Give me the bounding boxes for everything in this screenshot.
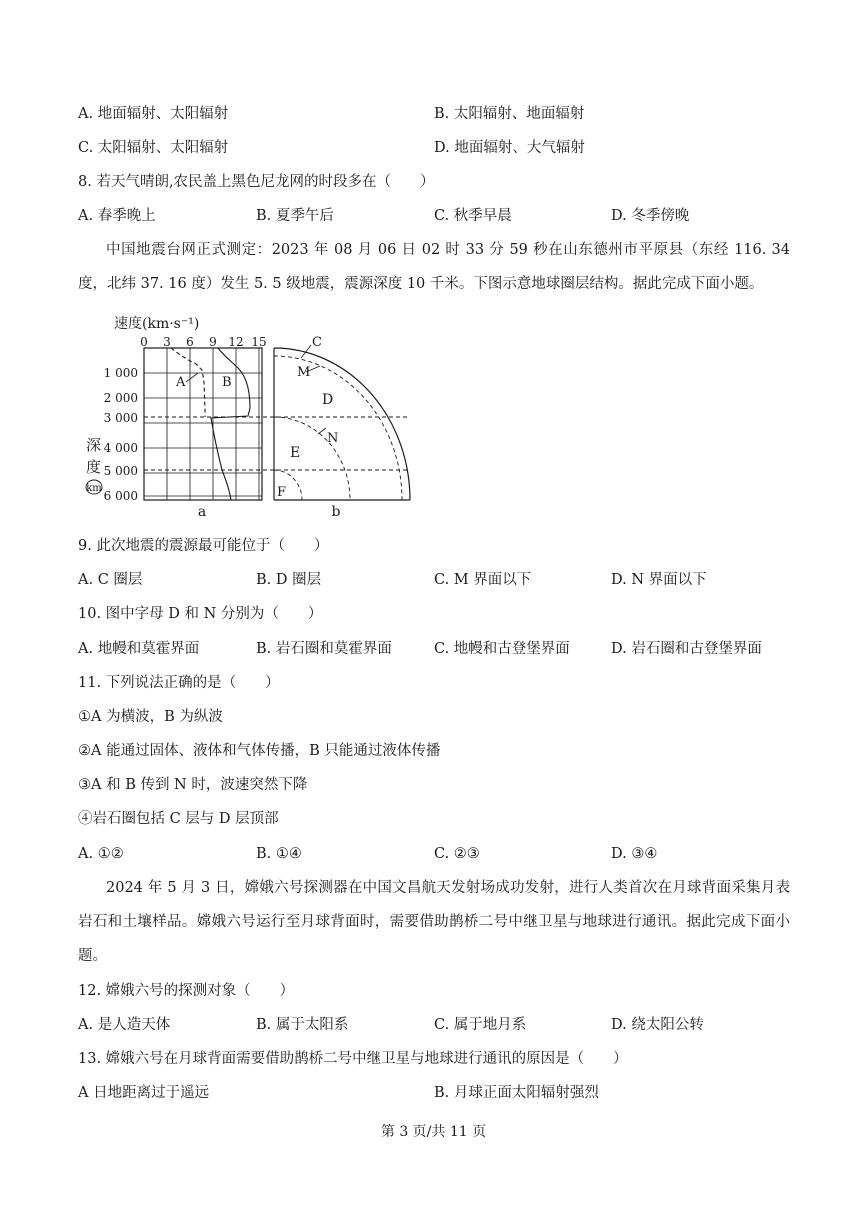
q11-stem: 11. 下列说法正确的是（ ）: [78, 675, 280, 691]
q9-option-b: B. D 圈层: [256, 572, 322, 588]
page-footer: 第 3 页/共 11 页: [380, 1124, 487, 1140]
q8-option-c: C. 秋季早晨: [434, 208, 512, 224]
q10-option-b: B. 岩石圈和莫霍界面: [256, 641, 392, 657]
speed-tick: 3: [163, 335, 171, 349]
grid-panel-a: [144, 348, 410, 500]
curve-a-label: A: [176, 375, 186, 390]
q8-option-a: A. 春季晚上: [78, 208, 156, 224]
q12-option-d: D. 绕太阳公转: [611, 1017, 704, 1033]
q12-option-b: B. 属于太阳系: [256, 1017, 349, 1033]
speed-tick: 15: [251, 335, 267, 349]
depth-tick: 2 000: [103, 391, 138, 405]
q11-statement-3: ③A 和 B 传到 N 时，波速突然下降: [78, 777, 308, 793]
q8-stem: 8. 若天气晴朗,农民盖上黑色尼龙网的时段多在（ ）: [78, 174, 435, 190]
q12-stem: 12. 嫦娥六号的探测对象（ ）: [78, 983, 295, 999]
q11-statement-1: ①A 为横波，B 为纵波: [78, 709, 223, 725]
q8-option-d: D. 冬季傍晚: [611, 208, 690, 224]
passage-earthquake: 中国地震台网正式测定：2023 年 08 月 06 日 02 时 33 分 59 秒在山东德州市平原县（东经 116. 34 度，北纬 37. 16 度）发生 5. 5 级地震，震源深度 10 千米。下图示意地球圈层结构。据此完成下面小题。: [78, 242, 790, 292]
layer-m-label: M: [297, 365, 311, 380]
q7-option-b: B. 太阳辐射、地面辐射: [434, 106, 585, 122]
q10-option-a: A. 地幔和莫霍界面: [78, 641, 200, 657]
depth-label-char-2: 度: [86, 458, 102, 476]
q13-option-b: B. 月球正面太阳辐射强烈: [434, 1085, 599, 1101]
q7-option-a: A. 地面辐射、太阳辐射: [78, 106, 229, 122]
q12-option-a: A. 是人造天体: [78, 1017, 171, 1033]
speed-axis-title: 速度(km·s⁻¹): [114, 316, 200, 332]
caption-b: b: [331, 504, 341, 520]
curve-a-leader: [186, 373, 198, 382]
speed-tick: 0: [140, 335, 148, 349]
q7-option-c: C. 太阳辐射、太阳辐射: [78, 140, 229, 156]
depth-tick-labels: [104, 366, 138, 503]
depth-tick: 3 000: [103, 411, 138, 425]
q8-option-b: B. 夏季午后: [256, 208, 334, 224]
layer-n-label: N: [327, 431, 339, 446]
earth-layers-figure: [80, 310, 420, 522]
q12-option-c: C. 属于地月系: [434, 1017, 527, 1033]
q10-stem: 10. 图中字母 D 和 N 分别为（ ）: [78, 606, 323, 622]
layer-e-label: E: [290, 445, 301, 461]
earth-section-panel-b: [274, 345, 410, 500]
speed-tick: 12: [228, 335, 244, 349]
q9-option-a: A. C 圈层: [78, 572, 143, 588]
layer-c-label: C: [312, 335, 322, 350]
depth-unit-label: km: [86, 483, 102, 494]
q11-option-a: A. ①②: [78, 846, 124, 862]
layer-f-label: F: [277, 485, 287, 500]
q11-statement-2: ②A 能通过固体、液体和气体传播，B 只能通过液体传播: [78, 743, 441, 759]
speed-tick-labels: [140, 335, 266, 349]
q10-option-c: C. 地幔和古登堡界面: [434, 641, 570, 657]
q11-option-b: B. ①④: [256, 846, 302, 862]
q11-option-c: C. ②③: [434, 846, 480, 862]
q7-option-d: D. 地面辐射、大气辐射: [434, 140, 585, 156]
q9-option-d: D. N 界面以下: [611, 572, 707, 588]
q11-statement-4: ④岩石圈包括 C 层与 D 层顶部: [78, 811, 279, 827]
q13-option-a: A 日地距离过于遥远: [78, 1085, 210, 1101]
wave-curve-b: [211, 348, 250, 500]
depth-tick: 5 000: [103, 464, 138, 478]
layer-d-label: D: [322, 392, 334, 408]
passage-change6: 2024 年 5 月 3 日，嫦娥六号探测器在中国文昌航天发射场成功发射，进行人类首次在月球背面采集月表岩石和土壤样品。嫦娥六号运行至月球背面时，需要借助鹊桥二号中继卫星与地球进行通讯。据此完成下面小题。: [78, 880, 790, 964]
depth-tick: 1 000: [103, 366, 138, 380]
depth-label-char-1: 深: [86, 436, 102, 454]
q11-option-d: D. ③④: [611, 846, 658, 862]
q9-option-c: C. M 界面以下: [434, 572, 532, 588]
speed-tick: 6: [186, 335, 194, 349]
speed-tick: 9: [209, 335, 217, 349]
q10-option-d: D. 岩石圈和古登堡界面: [611, 641, 762, 657]
depth-tick: 6 000: [103, 489, 138, 503]
curve-b-label: B: [222, 375, 232, 390]
q9-stem: 9. 此次地震的震源最可能位于（ ）: [78, 538, 329, 554]
q13-stem: 13. 嫦娥六号在月球背面需要借助鹊桥二号中继卫星与地球进行通讯的原因是（ ）: [78, 1051, 628, 1067]
caption-a: a: [197, 504, 207, 520]
depth-tick: 4 000: [103, 441, 138, 455]
